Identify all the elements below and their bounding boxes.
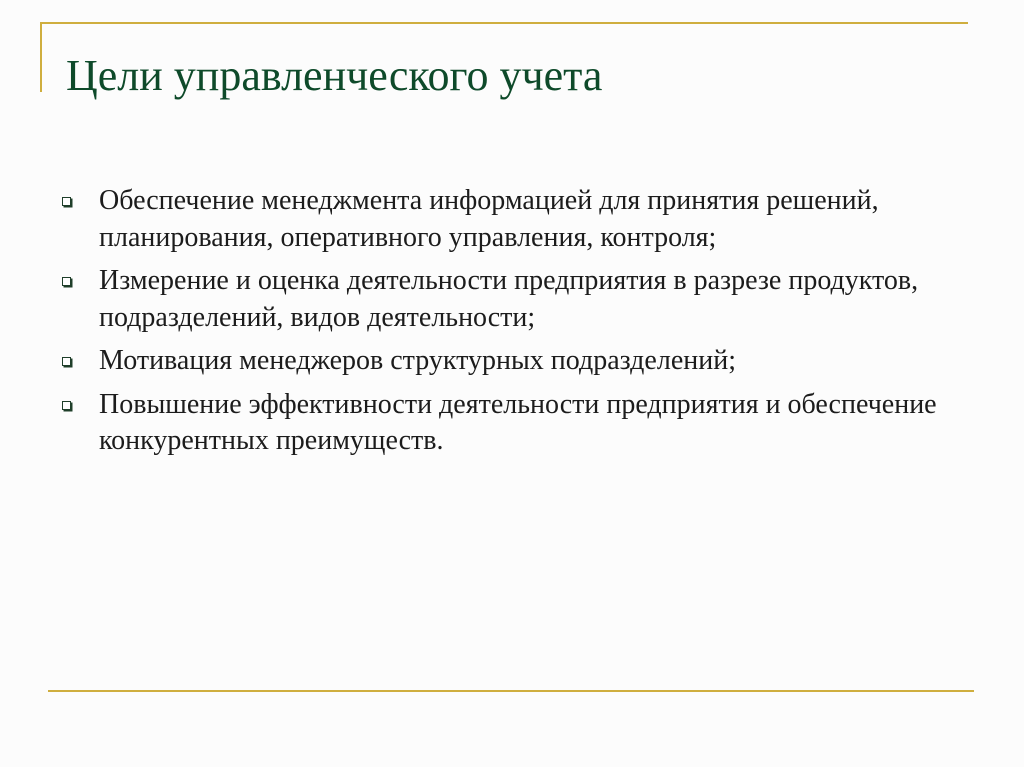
bullet-item	[62, 183, 962, 256]
bullet-text: Обеспечение менеджмента информацией для принятия решений, планирования, оперативного управления, контроля;	[99, 185, 879, 253]
slide-title: Цели управленческого учета	[66, 51, 603, 100]
bullet-item	[62, 343, 962, 380]
square-bullet-icon	[62, 277, 71, 286]
bullet-text: Повышение эффективности деятельности предприятия и обеспечение конкурентных преимуществ.	[99, 388, 937, 456]
bottom-divider	[48, 690, 974, 692]
square-bullet-icon	[62, 357, 71, 366]
left-divider	[40, 22, 42, 92]
square-bullet-icon	[62, 197, 71, 206]
square-bullet-icon	[62, 401, 71, 410]
bullet-item	[62, 263, 962, 336]
top-divider	[40, 22, 968, 24]
bullet-list	[62, 183, 962, 467]
bullet-item	[62, 387, 962, 460]
bullet-text: Измерение и оценка деятельности предприятия в разрезе продуктов, подразделений, видов деятельности;	[99, 265, 919, 333]
bullet-text: Мотивация менеджеров структурных подразделений;	[99, 345, 736, 376]
